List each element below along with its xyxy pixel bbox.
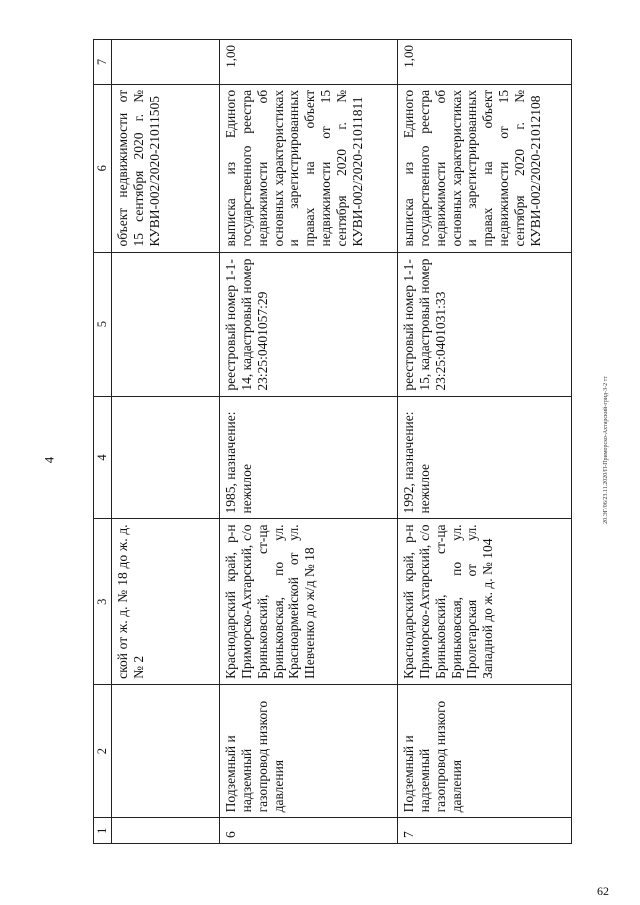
continuation-row [111, 40, 219, 844]
object-name: Подземный и надземный газопровод низкого давления [219, 684, 397, 817]
row-number: 7 [397, 818, 571, 844]
header-cell-2: 2 [94, 684, 112, 817]
header-cell-1: 1 [94, 818, 112, 844]
header-cell-6: 6 [94, 84, 112, 252]
object-year: 1985, назначение: нежилое [219, 396, 397, 519]
object-registry: реестровый номер 1-1-14, кадастровый номер 23:25:0401057:29 [219, 252, 397, 396]
header-cell-7: 7 [94, 40, 112, 85]
continuation-address: ской от ж. д. № 18 до ж. д. № 2 [111, 519, 219, 684]
continuation-document: объект недвижимости от 15 сентября 2020 г. № КУВИ-002/2020-21011505 [111, 84, 219, 252]
header-row [94, 40, 112, 844]
object-address: Краснодарский край, р-н Приморско-Ахтарский, с/о Бриньковский, ст-ца Бриньковская, по ул. Красноармейской от ул. Шевченко до ж/д № 18 [219, 519, 397, 684]
object-address: Краснодарский край, р-н Приморско-Ахтарский, с/о Бриньковский, ст-ца Бриньковская, по ул. Пролетарская от ул. Западной до ж. д. № 104 [397, 519, 571, 684]
header-cell-3: 3 [94, 519, 112, 684]
document-stamp: 20.ЭГ/06/23.11.2020/П-Приморско-Ахтарский-грид-3-2 тт [603, 376, 609, 524]
table-row [397, 40, 571, 844]
object-quantity: 1,00 [397, 40, 571, 85]
header-cell-4: 4 [94, 396, 112, 519]
row-number: 6 [219, 818, 397, 844]
page-number-top: 4 [41, 456, 57, 464]
object-name: Подземный и надземный газопровод низкого давления [397, 684, 571, 817]
header-cell-5: 5 [94, 252, 112, 396]
rotated-table-container [93, 39, 567, 844]
page-number-bottom: 62 [597, 884, 609, 898]
object-document: выписка из Единого государственного реестра недвижимости об основных характеристиках и зарегистрированных правах на объект недвижимости от 15 сентября 2020 г. № КУВИ-002/2020-21011811 [219, 84, 397, 252]
table-row [219, 40, 397, 844]
object-document: выписка из Единого государственного реестра недвижимости об основных характеристиках и зарегистрированных правах на объект недвижимости от 15 сентября 2020 г. № КУВИ-002/2020-21012108 [397, 84, 571, 252]
property-table [93, 39, 572, 844]
object-quantity: 1,00 [219, 40, 397, 85]
object-registry: реестровый номер 1-1-15, кадастровый номер 23:25:0401031:33 [397, 252, 571, 396]
object-year: 1992, назначение: нежилое [397, 396, 571, 519]
